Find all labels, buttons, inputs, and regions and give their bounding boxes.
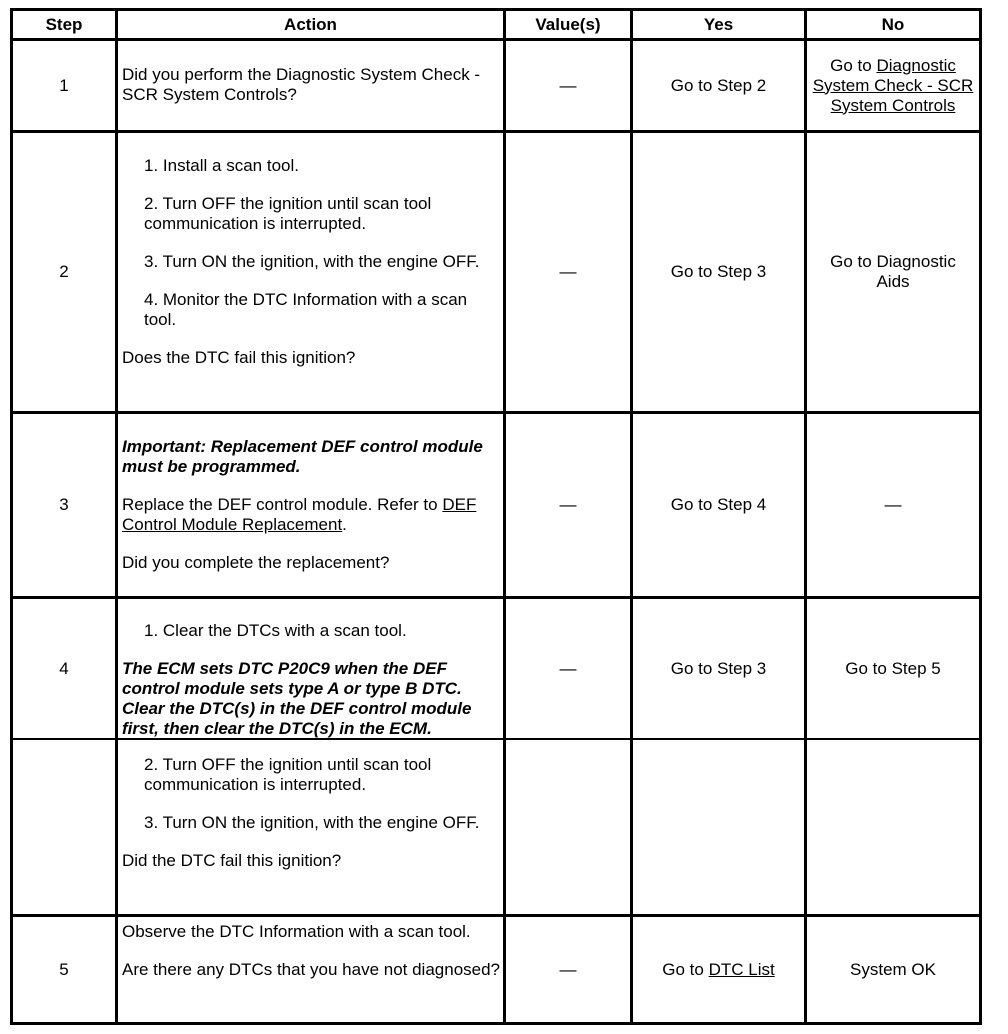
yes-cell: Go to Step 4 bbox=[670, 495, 767, 514]
yes-cell: Go to Step 2 bbox=[670, 75, 767, 95]
value-cell: — bbox=[559, 495, 577, 514]
header-yes: Yes bbox=[703, 14, 734, 34]
instruction-item: 3. Turn ON the ignition, with the engine OFF. bbox=[144, 813, 480, 832]
no-cell: Go to Diagnostic Aids bbox=[830, 252, 956, 291]
step-number: 5 bbox=[59, 959, 69, 979]
yes-cell bbox=[633, 917, 804, 1022]
action-question: Did you complete the replacement? bbox=[122, 553, 390, 572]
instruction-item: 2. Turn OFF the ignition until scan tool communication is interrupted. bbox=[144, 194, 432, 233]
important-note: Important: Replacement DEF control module must be programmed. bbox=[122, 437, 483, 476]
action-text: Observe the DTC Information with a scan tool. bbox=[122, 922, 471, 941]
action-question: Are there any DTCs that you have not diagnosed? bbox=[122, 960, 501, 979]
dtc-list-link[interactable]: DTC List bbox=[708, 959, 775, 979]
action-question: Does the DTC fail this ignition? bbox=[122, 348, 356, 367]
action-question: Did the DTC fail this ignition? bbox=[122, 851, 342, 870]
instruction-item: 3. Turn ON the ignition, with the engine OFF. bbox=[144, 252, 480, 271]
yes-cell: Go to Step 3 bbox=[670, 658, 767, 678]
action-cell bbox=[122, 156, 497, 368]
instruction-prefix: Replace the DEF control module. Refer to bbox=[122, 495, 443, 514]
action-cell-continued bbox=[122, 755, 497, 871]
table-rule bbox=[10, 1022, 982, 1025]
header-values: Value(s) bbox=[535, 14, 601, 34]
action-cell bbox=[122, 437, 500, 573]
yes-cell: Go to Step 3 bbox=[670, 262, 767, 281]
no-cell: Go to Step 5 bbox=[845, 658, 941, 678]
table-rule bbox=[505, 738, 982, 740]
diagnostic-system-check-link[interactable]: Diagnostic System Check - SCR System Controls bbox=[812, 55, 974, 115]
no-prefix: Go to bbox=[830, 55, 877, 75]
no-cell: System OK bbox=[850, 959, 936, 979]
value-cell: — bbox=[559, 959, 577, 979]
important-note: The ECM sets DTC P20C9 when the DEF control module sets type A or type B DTC. Clear the DTC(s) in the DEF control module first, then clear the DTC(s) in the ECM. bbox=[122, 659, 472, 738]
header-step: Step bbox=[45, 14, 83, 34]
header-no: No bbox=[881, 14, 905, 34]
step-number: 4 bbox=[59, 658, 69, 678]
action-instruction bbox=[122, 495, 500, 535]
step-number: 3 bbox=[59, 495, 69, 514]
action-cell bbox=[122, 65, 497, 105]
instruction-item: 1. Install a scan tool. bbox=[144, 156, 299, 175]
table-rule bbox=[979, 8, 982, 1025]
no-cell: — bbox=[884, 495, 902, 514]
value-cell: — bbox=[559, 658, 577, 678]
yes-prefix: Go to bbox=[662, 959, 709, 979]
table-rule bbox=[115, 8, 118, 1025]
action-cell bbox=[122, 922, 500, 980]
step-number: 1 bbox=[59, 75, 69, 95]
action-text: Did you perform the Diagnostic System Check - SCR System Controls? bbox=[122, 65, 481, 104]
def-control-module-replacement-link[interactable]: DEF Control Module Replacement bbox=[122, 495, 477, 534]
instruction-item: 1. Clear the DTCs with a scan tool. bbox=[144, 621, 407, 640]
action-cell bbox=[122, 621, 500, 739]
step-number: 2 bbox=[59, 262, 69, 281]
instruction-item: 4. Monitor the DTC Information with a scan tool. bbox=[144, 290, 468, 329]
value-cell: — bbox=[559, 75, 577, 95]
header-action: Action bbox=[284, 14, 337, 34]
instruction-suffix: . bbox=[342, 515, 347, 534]
value-cell: — bbox=[559, 262, 577, 281]
no-cell bbox=[812, 41, 974, 130]
instruction-item: 2. Turn OFF the ignition until scan tool communication is interrupted. bbox=[144, 755, 432, 794]
